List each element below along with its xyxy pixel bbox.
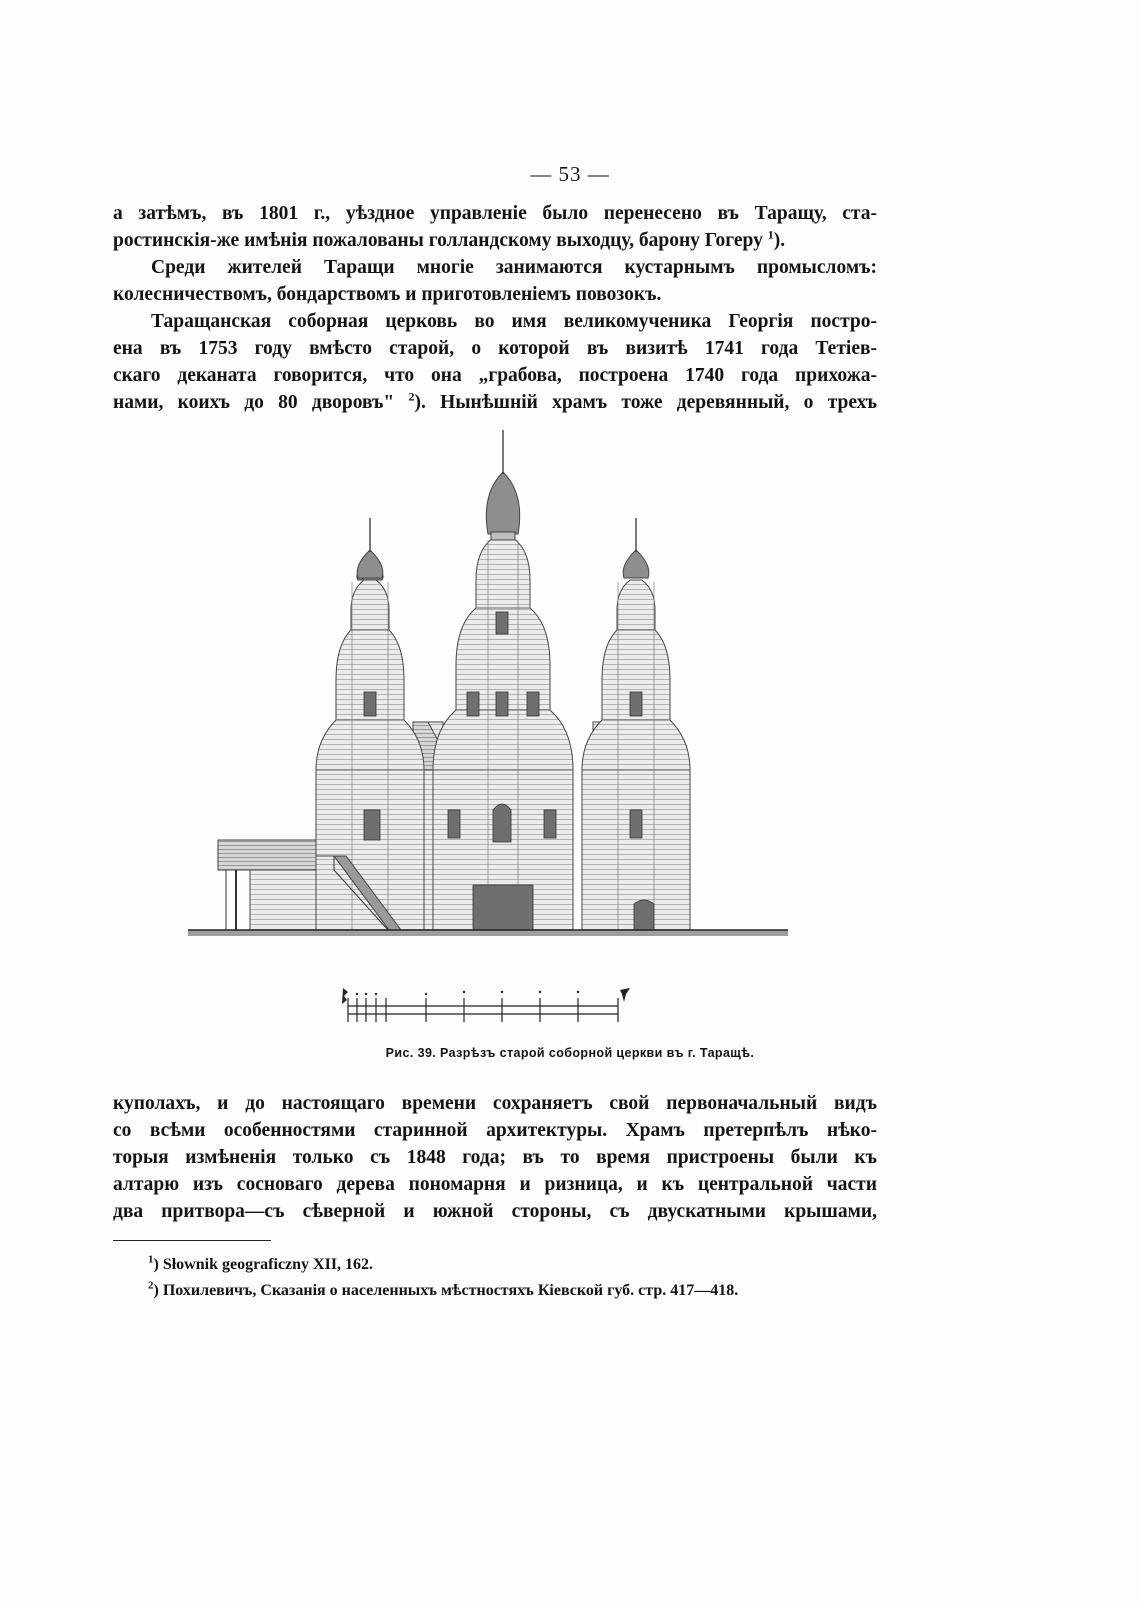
text-line: ростинскія-же имѣнія пожалованы голландскому выходцу, барону Гогеру $^1$). [113, 227, 786, 251]
text-line: Среди жителей Таращи многіе занимаются кустарнымъ промысломъ: [151, 257, 877, 278]
footnote-item: $^2$) Похилевичъ, Сказанія о населенныхъ мѣстностяхъ Кіевской губ. стр. 417—418. [148, 1279, 739, 1299]
footnote-ref: 1 [767, 227, 774, 242]
text-line: нами, коихъ до 80 дворовъ" $^2$). Нынѣшній храмъ тоже деревянный, о трехъ [113, 389, 877, 413]
text-line: два притвора—съ сѣверной и южной стороны, съ двускатными крышами, [113, 1201, 877, 1222]
text-line: колесничествомъ, бондарствомъ и приготовленіемъ повозокъ. [113, 284, 662, 305]
body-text-top [113, 200, 877, 416]
body-text-bottom [113, 1090, 877, 1225]
figure-caption: Рис. 39. Разрѣзъ старой соборной церкви въ г. Таращѣ. [385, 1046, 755, 1060]
text-line: ена въ 1753 году вмѣсто старой, о которой въ визитѣ 1741 года Тетіев- [113, 338, 877, 359]
text-line: скаго деканата говорится, что она „грабова, построена 1740 года прихожа- [113, 365, 877, 386]
footnote-marker: 2 [148, 1279, 154, 1292]
footnote-marker: 1 [148, 1253, 154, 1266]
scale-bar [338, 982, 648, 1032]
text-line: торыя измѣненія только съ 1848 года; въ то время пристроены были къ [113, 1147, 877, 1168]
text-line: куполахъ, и до настоящаго времени сохраняетъ свой первоначальный видъ [113, 1093, 877, 1114]
text-line: а затѣмъ, въ 1801 г., уѣздное управленіе было перенесено въ Таращу, ста- [113, 203, 877, 224]
footnotes [148, 1252, 888, 1304]
footnote-divider [113, 1240, 271, 1241]
footnote-item: $^1$) Słownik geograficzny XII, 162. [148, 1253, 374, 1273]
text-line: со всѣми особенностями старинной архитектуры. Храмъ претерпѣлъ нѣко- [113, 1120, 877, 1141]
church-elevation-drawing [188, 430, 788, 980]
footnote-ref: 2 [408, 389, 415, 404]
text-line: алтарю изъ сосноваго дерева пономарня и ризница, и къ центральной части [113, 1174, 877, 1195]
scale-bar-drawing [338, 982, 648, 1032]
church-figure [188, 430, 788, 980]
text-line: Таращанская соборная церковь во имя великомученика Георгія постро- [151, 311, 877, 332]
page-number: — 53 — [530, 162, 610, 186]
